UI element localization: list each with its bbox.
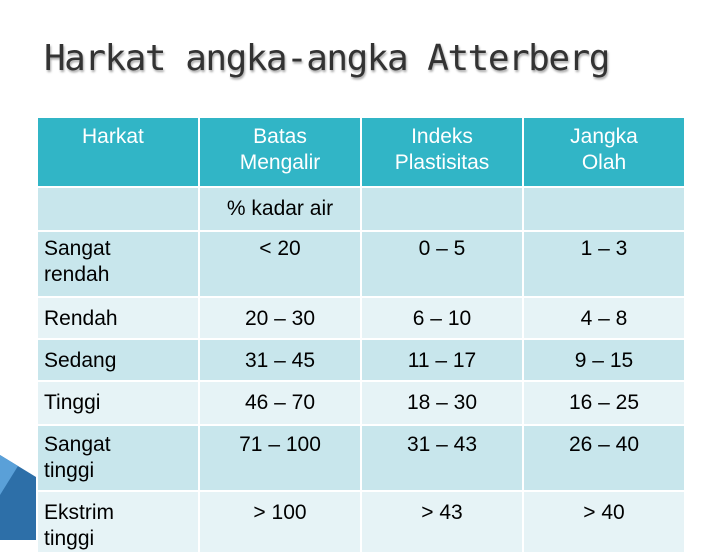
row-harkat-line: rendah [44, 263, 110, 286]
row-harkat-line: tinggi [44, 527, 95, 550]
cell-indeks-plastisitas: 11 – 17 [361, 339, 523, 381]
cell-indeks-plastisitas: 18 – 30 [361, 381, 523, 425]
cell-indeks-plastisitas: > 43 [361, 491, 523, 553]
header-text: Jangka [570, 125, 638, 148]
row-harkat: Rendah [37, 297, 199, 339]
row-harkat-line: tinggi [44, 459, 95, 482]
header-jangka-olah [523, 117, 685, 187]
row-harkat [37, 491, 199, 553]
row-harkat: Sedang [37, 339, 199, 381]
cell-jangka-olah: 9 – 15 [523, 339, 685, 381]
atterberg-table [36, 116, 686, 554]
row-harkat [37, 231, 199, 297]
cell-jangka-olah: 26 – 40 [523, 425, 685, 491]
cell-batas-mengalir: > 100 [199, 491, 361, 553]
table-row [37, 339, 685, 381]
header-harkat: Harkat [37, 117, 199, 187]
table-row [37, 231, 685, 297]
row-harkat-line: Sangat [44, 237, 111, 260]
cell-batas-mengalir: 46 – 70 [199, 381, 361, 425]
cell-indeks-plastisitas: 6 – 10 [361, 297, 523, 339]
row-harkat: Tinggi [37, 381, 199, 425]
cell-batas-mengalir: 31 – 45 [199, 339, 361, 381]
page-title: Harkat angka-angka Atterberg [44, 38, 609, 79]
header-text: Mengalir [239, 151, 321, 174]
row-harkat-line: Ekstrim [44, 501, 114, 524]
header-text: Olah [581, 151, 627, 174]
cell-batas-mengalir: 20 – 30 [199, 297, 361, 339]
subheader-empty [523, 187, 685, 231]
header-batas-mengalir [199, 117, 361, 187]
subheader-empty [37, 187, 199, 231]
table-row [37, 491, 685, 553]
row-harkat [37, 425, 199, 491]
cell-jangka-olah: 4 – 8 [523, 297, 685, 339]
row-harkat-line: Sangat [44, 433, 111, 456]
table-subheader-row [37, 187, 685, 231]
cell-batas-mengalir: < 20 [199, 231, 361, 297]
cell-indeks-plastisitas: 31 – 43 [361, 425, 523, 491]
header-text: Indeks [411, 125, 473, 148]
subheader-kadar-air: % kadar air [199, 187, 361, 231]
table-header-row [37, 117, 685, 187]
table-row [37, 381, 685, 425]
cell-indeks-plastisitas: 0 – 5 [361, 231, 523, 297]
header-text: Plastisitas [394, 151, 490, 174]
cell-jangka-olah: > 40 [523, 491, 685, 553]
cell-jangka-olah: 16 – 25 [523, 381, 685, 425]
header-text: Batas [253, 125, 307, 148]
header-indeks-plastisitas [361, 117, 523, 187]
corner-decoration [0, 455, 36, 540]
table-row [37, 425, 685, 491]
table-row [37, 297, 685, 339]
subheader-empty [361, 187, 523, 231]
cell-batas-mengalir: 71 – 100 [199, 425, 361, 491]
cell-jangka-olah: 1 – 3 [523, 231, 685, 297]
